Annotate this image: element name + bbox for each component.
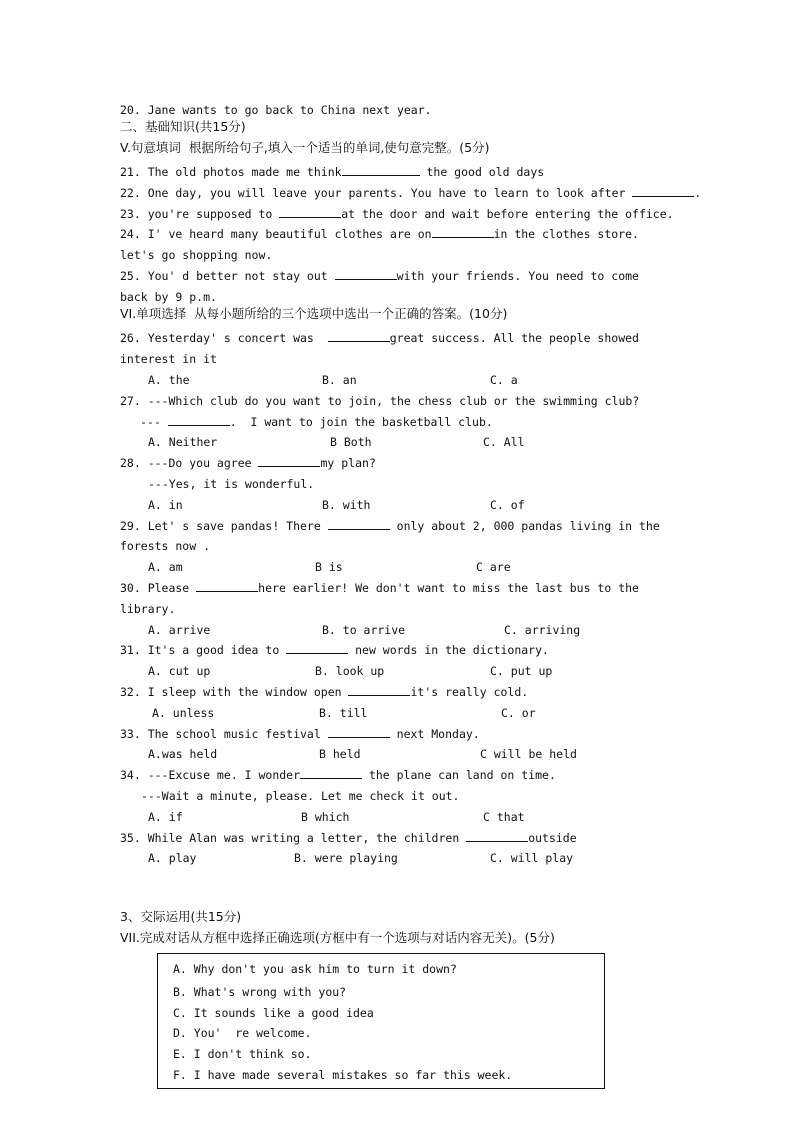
question-31-text-end: new words in the dictionary.: [348, 643, 549, 657]
answer-blank[interactable]: [196, 581, 258, 592]
question-29: [120, 519, 660, 533]
question-28-line-2: ---Yes, it is wonderful.: [148, 477, 315, 491]
question-27: 27. ---Which club do you want to join, the chess club or the swimming club?: [120, 394, 640, 408]
question-28-options: [148, 498, 548, 512]
answer-blank[interactable]: [335, 269, 397, 280]
option-a[interactable]: A. arrive: [148, 623, 211, 637]
option-a[interactable]: A. play: [148, 851, 197, 865]
question-29-text: 29. Let' s save pandas! There: [120, 519, 328, 533]
option-c[interactable]: C are: [476, 560, 511, 574]
question-32: [120, 685, 528, 699]
section-2-title: 二、基础知识(共15分): [120, 119, 246, 134]
question-20: 20. Jane wants to go back to China next year.: [120, 103, 432, 117]
option-a[interactable]: A. am: [148, 560, 183, 574]
question-30-line-2: library.: [120, 602, 176, 616]
answer-blank[interactable]: [328, 331, 390, 342]
option-a[interactable]: A. unless: [152, 706, 215, 720]
question-31-text: 31. It's a good idea to: [120, 643, 287, 657]
option-a[interactable]: A. the: [148, 373, 190, 387]
option-b[interactable]: B Both: [330, 435, 372, 449]
section-3-title: 3、交际运用(共15分): [120, 909, 242, 924]
part-6-title: VI.单项选择 从每小题所给的三个选项中选出一个正确的答案。(10分): [120, 306, 508, 321]
question-33-text-end: next Monday.: [389, 727, 480, 741]
question-32-text: 32. I sleep with the window open: [120, 685, 349, 699]
question-30-options: [148, 623, 581, 637]
answer-blank[interactable]: [342, 165, 420, 176]
part-5-title: V.句意填词 根据所给句子,填入一个适当的单词,使句意完整。(5分): [120, 140, 490, 155]
question-34: [120, 768, 556, 782]
question-25: [120, 269, 639, 283]
answer-blank[interactable]: [632, 186, 694, 197]
question-28-text-end: my plan?: [320, 456, 376, 470]
question-25-text-end: with your friends. You need to come: [396, 269, 639, 283]
question-27-line-2: [140, 415, 493, 429]
question-26: [120, 331, 639, 345]
option-b[interactable]: B. look up: [315, 664, 385, 678]
option-b[interactable]: B. till: [319, 706, 368, 720]
answer-blank[interactable]: [286, 643, 348, 654]
question-33-options: [148, 747, 588, 761]
question-30-text: 30. Please: [120, 581, 197, 595]
answer-blank[interactable]: [432, 227, 494, 238]
question-35-options: [148, 851, 588, 865]
question-25-text: 25. You' d better not stay out: [120, 269, 335, 283]
option-c[interactable]: C. put up: [490, 664, 553, 678]
question-35-text: 35. While Alan was writing a letter, the children: [120, 831, 467, 845]
answer-blank[interactable]: [348, 685, 410, 696]
answer-blank[interactable]: [258, 456, 320, 467]
question-30: [120, 581, 639, 595]
question-35: [120, 831, 577, 845]
answer-blank[interactable]: [279, 207, 341, 218]
question-23: [120, 207, 674, 221]
answer-blank[interactable]: [328, 727, 390, 738]
question-33: [120, 727, 480, 741]
question-31-options: [148, 664, 568, 678]
question-28: [120, 456, 376, 470]
question-21: [120, 165, 544, 179]
option-c[interactable]: C. will play: [490, 851, 574, 865]
option-a[interactable]: A. cut up: [148, 664, 211, 678]
question-24: [120, 227, 639, 241]
question-32-text-end: it's really cold.: [410, 685, 529, 699]
answer-blank[interactable]: [168, 415, 230, 426]
question-22-text-end: .: [694, 186, 702, 200]
question-27-dash: ---: [140, 415, 168, 429]
box-option-a: A. Why don't you ask him to turn it down?: [173, 962, 457, 976]
box-option-b: B. What's wrong with you?: [173, 985, 347, 999]
option-b[interactable]: B. with: [322, 498, 371, 512]
question-26-text-end: great success. All the people showed: [389, 331, 639, 345]
option-c[interactable]: C. All: [483, 435, 525, 449]
option-a[interactable]: A. in: [148, 498, 183, 512]
answer-blank[interactable]: [466, 831, 528, 842]
question-29-text-end: only about 2, 000 pandas living in the: [389, 519, 660, 533]
option-c[interactable]: C. or: [501, 706, 536, 720]
part-7-title: VII.完成对话从方框中选择正确选项(方框中有一个选项与对话内容无关)。(5分): [120, 930, 555, 945]
option-b[interactable]: B. were playing: [294, 851, 398, 865]
option-a[interactable]: A. Neither: [148, 435, 218, 449]
options-box: [157, 953, 605, 1089]
question-26-options: [148, 373, 548, 387]
option-b[interactable]: B held: [319, 747, 361, 761]
question-31: [120, 643, 549, 657]
box-option-e: E. I don't think so.: [173, 1047, 312, 1061]
option-c[interactable]: C. a: [490, 373, 518, 387]
question-26-text: 26. Yesterday' s concert was: [120, 331, 328, 345]
box-option-f: F. I have made several mistakes so far this week.: [173, 1068, 513, 1082]
option-b[interactable]: B. to arrive: [322, 623, 406, 637]
option-b[interactable]: B. an: [322, 373, 357, 387]
option-a[interactable]: A. if: [148, 810, 183, 824]
option-c[interactable]: C. of: [490, 498, 525, 512]
box-option-c: C. It sounds like a good idea: [173, 1006, 374, 1020]
question-26-line-2: interest in it: [120, 352, 217, 366]
question-23-text-end: at the door and wait before entering the office.: [341, 207, 674, 221]
question-34-text-end: the plane can land on time.: [362, 768, 556, 782]
question-24-line-2: let's go shopping now.: [120, 248, 273, 262]
option-a[interactable]: A.was held: [148, 747, 218, 761]
option-c[interactable]: C will be held: [480, 747, 577, 761]
question-22-text: 22. One day, you will leave your parents. You have to learn to look after: [120, 186, 633, 200]
question-29-line-2: forests now .: [120, 539, 211, 553]
question-32-options: [152, 706, 552, 720]
question-21-text: 21. The old photos made me think: [120, 165, 342, 179]
box-option-d: D. You' re welcome.: [173, 1026, 312, 1040]
question-24-text-end: in the clothes store.: [493, 227, 639, 241]
question-28-text: 28. ---Do you agree: [120, 456, 259, 470]
question-27-options: [148, 435, 548, 449]
question-27-text-end: . I want to join the basketball club.: [229, 415, 493, 429]
question-25-line-2: back by 9 p.m.: [120, 290, 217, 304]
question-23-text: 23. you're supposed to: [120, 207, 280, 221]
question-35-text-end: outside: [528, 831, 577, 845]
question-33-text: 33. The school music festival: [120, 727, 328, 741]
question-29-options: [148, 560, 548, 574]
option-c[interactable]: C. arriving: [504, 623, 581, 637]
option-c[interactable]: C that: [483, 810, 525, 824]
question-21-text-end: the good old days: [419, 165, 545, 179]
option-b[interactable]: B is: [315, 560, 343, 574]
answer-blank[interactable]: [300, 768, 362, 779]
question-30-text-end: here earlier! We don't want to miss the last bus to the: [258, 581, 639, 595]
question-34-text: 34. ---Excuse me. I wonder: [120, 768, 301, 782]
option-b[interactable]: B which: [301, 810, 350, 824]
answer-blank[interactable]: [328, 519, 390, 530]
question-22: [120, 186, 701, 200]
question-24-text: 24. I' ve heard many beautiful clothes are on: [120, 227, 432, 241]
question-34-line-2: ---Wait a minute, please. Let me check it out.: [141, 789, 460, 803]
question-34-options: [148, 810, 568, 824]
